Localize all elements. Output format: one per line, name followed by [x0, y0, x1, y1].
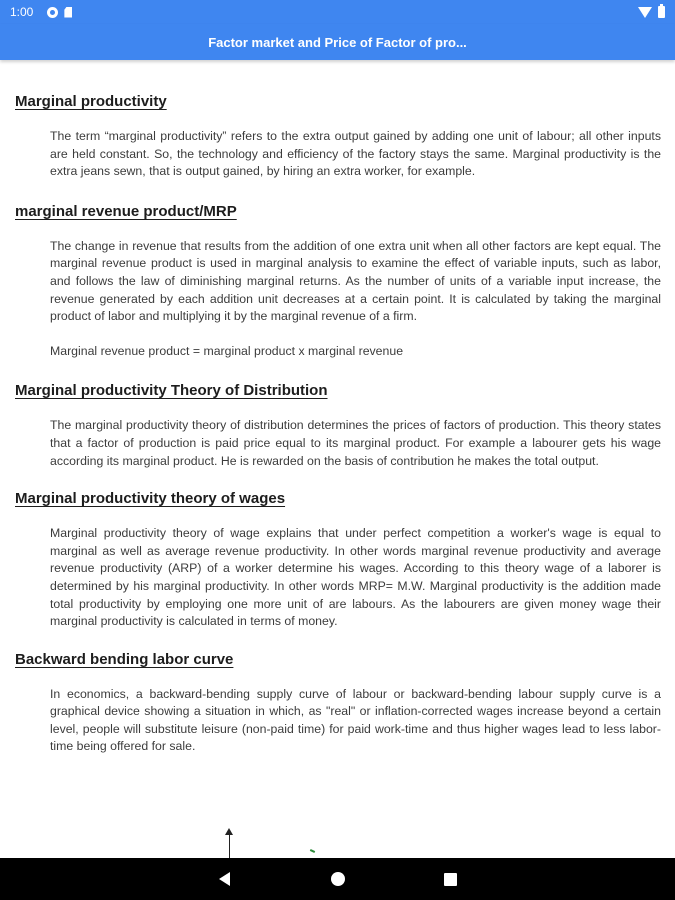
gear-icon: [47, 7, 58, 18]
formula-paragraph: Marginal revenue product = marginal product x marginal revenue: [50, 343, 404, 358]
section-title: Marginal productivity Theory of Distribution: [15, 382, 328, 400]
y-axis-line: [229, 832, 230, 858]
section-paragraph: The term “marginal productivity” refers to the extra output gained by adding one unit of labour; all other inputs are held constant. So, the technology and efficiency of the factory stays the same. Marginal productivity is the extra jeans sewn, that is output gained, by hiring an extra worker, for example.: [50, 129, 661, 179]
app-bar: [0, 24, 675, 60]
recents-button[interactable]: [394, 873, 507, 886]
wifi-icon: [638, 7, 652, 18]
status-right: [638, 6, 665, 18]
home-icon: [331, 872, 345, 886]
navigation-bar: [0, 858, 675, 900]
home-button[interactable]: [281, 872, 394, 886]
section-paragraph: Marginal productivity theory of wage explains that under perfect competition a worker's wage is equal to marginal as well as average revenue productivity. In other words marginal revenue productivity and average revenue productivity (ARP) of a worker determine his wages. According to this theory wage of a laborer is determined by his marginal productivity. In other words MRP= M.W. Marginal productivity is the addition made total productivity by employing one more unit of are labours. As the labourers are given money wage their marginal productivity is calculated in terms of money.: [50, 526, 661, 629]
page-title: Factor market and Price of Factor of pro...: [208, 34, 467, 50]
section-marginal-productivity: [15, 93, 661, 181]
labor-curve-figure: [222, 828, 342, 858]
section-title: Backward bending labor curve: [15, 650, 234, 668]
status-time: 1:00: [10, 5, 34, 19]
section-paragraph: In economics, a backward-bending supply curve of labour or backward-bending labour supply curve is a graphical device showing a situation in which, as "real" or inflation-corrected wages increase beyond a certain level, people will substitute leisure (non-paid time) for paid work-time and thus higher wages lead to less labor-time being offered for sale.: [50, 686, 661, 754]
sd-card-icon: [64, 7, 72, 18]
back-icon: [219, 872, 230, 886]
supply-curve-line: [310, 849, 315, 853]
battery-icon: [658, 6, 665, 18]
section-title: marginal revenue product/MRP: [15, 202, 237, 220]
section-paragraph: The change in revenue that results from the addition of one extra unit when all other factors are kept equal. The marginal revenue product is used in marginal analysis to examine the effect of variable inputs, such as labor, and follows the law of diminishing marginal returns. As the number of units of a variable input increase, the revenue generated by each addition unit decreases at a certain point. It is calculated by taking the marginal product of labor and multiplying it by the marginal revenue of a firm.: [50, 238, 661, 324]
section-backward-bending-labor-curve: [15, 651, 661, 756]
section-theory-of-distribution: [15, 382, 661, 470]
article-content[interactable]: [0, 60, 675, 858]
section-theory-of-wages: [15, 490, 661, 631]
section-title: Marginal productivity: [15, 93, 167, 110]
status-bar: [0, 0, 675, 24]
section-paragraph: The marginal productivity theory of distribution determines the prices of factors of production. This theory states that a factor of production is paid price equal to its marginal product. For example a labourer gets his wage according its marginal product. He is rewarded on the basis of contribution he makes the total output.: [50, 418, 661, 468]
status-left: [10, 5, 72, 19]
recents-icon: [444, 873, 457, 886]
back-button[interactable]: [168, 872, 281, 886]
section-marginal-revenue-product: [15, 203, 661, 361]
section-title: Marginal productivity theory of wages: [15, 490, 286, 508]
